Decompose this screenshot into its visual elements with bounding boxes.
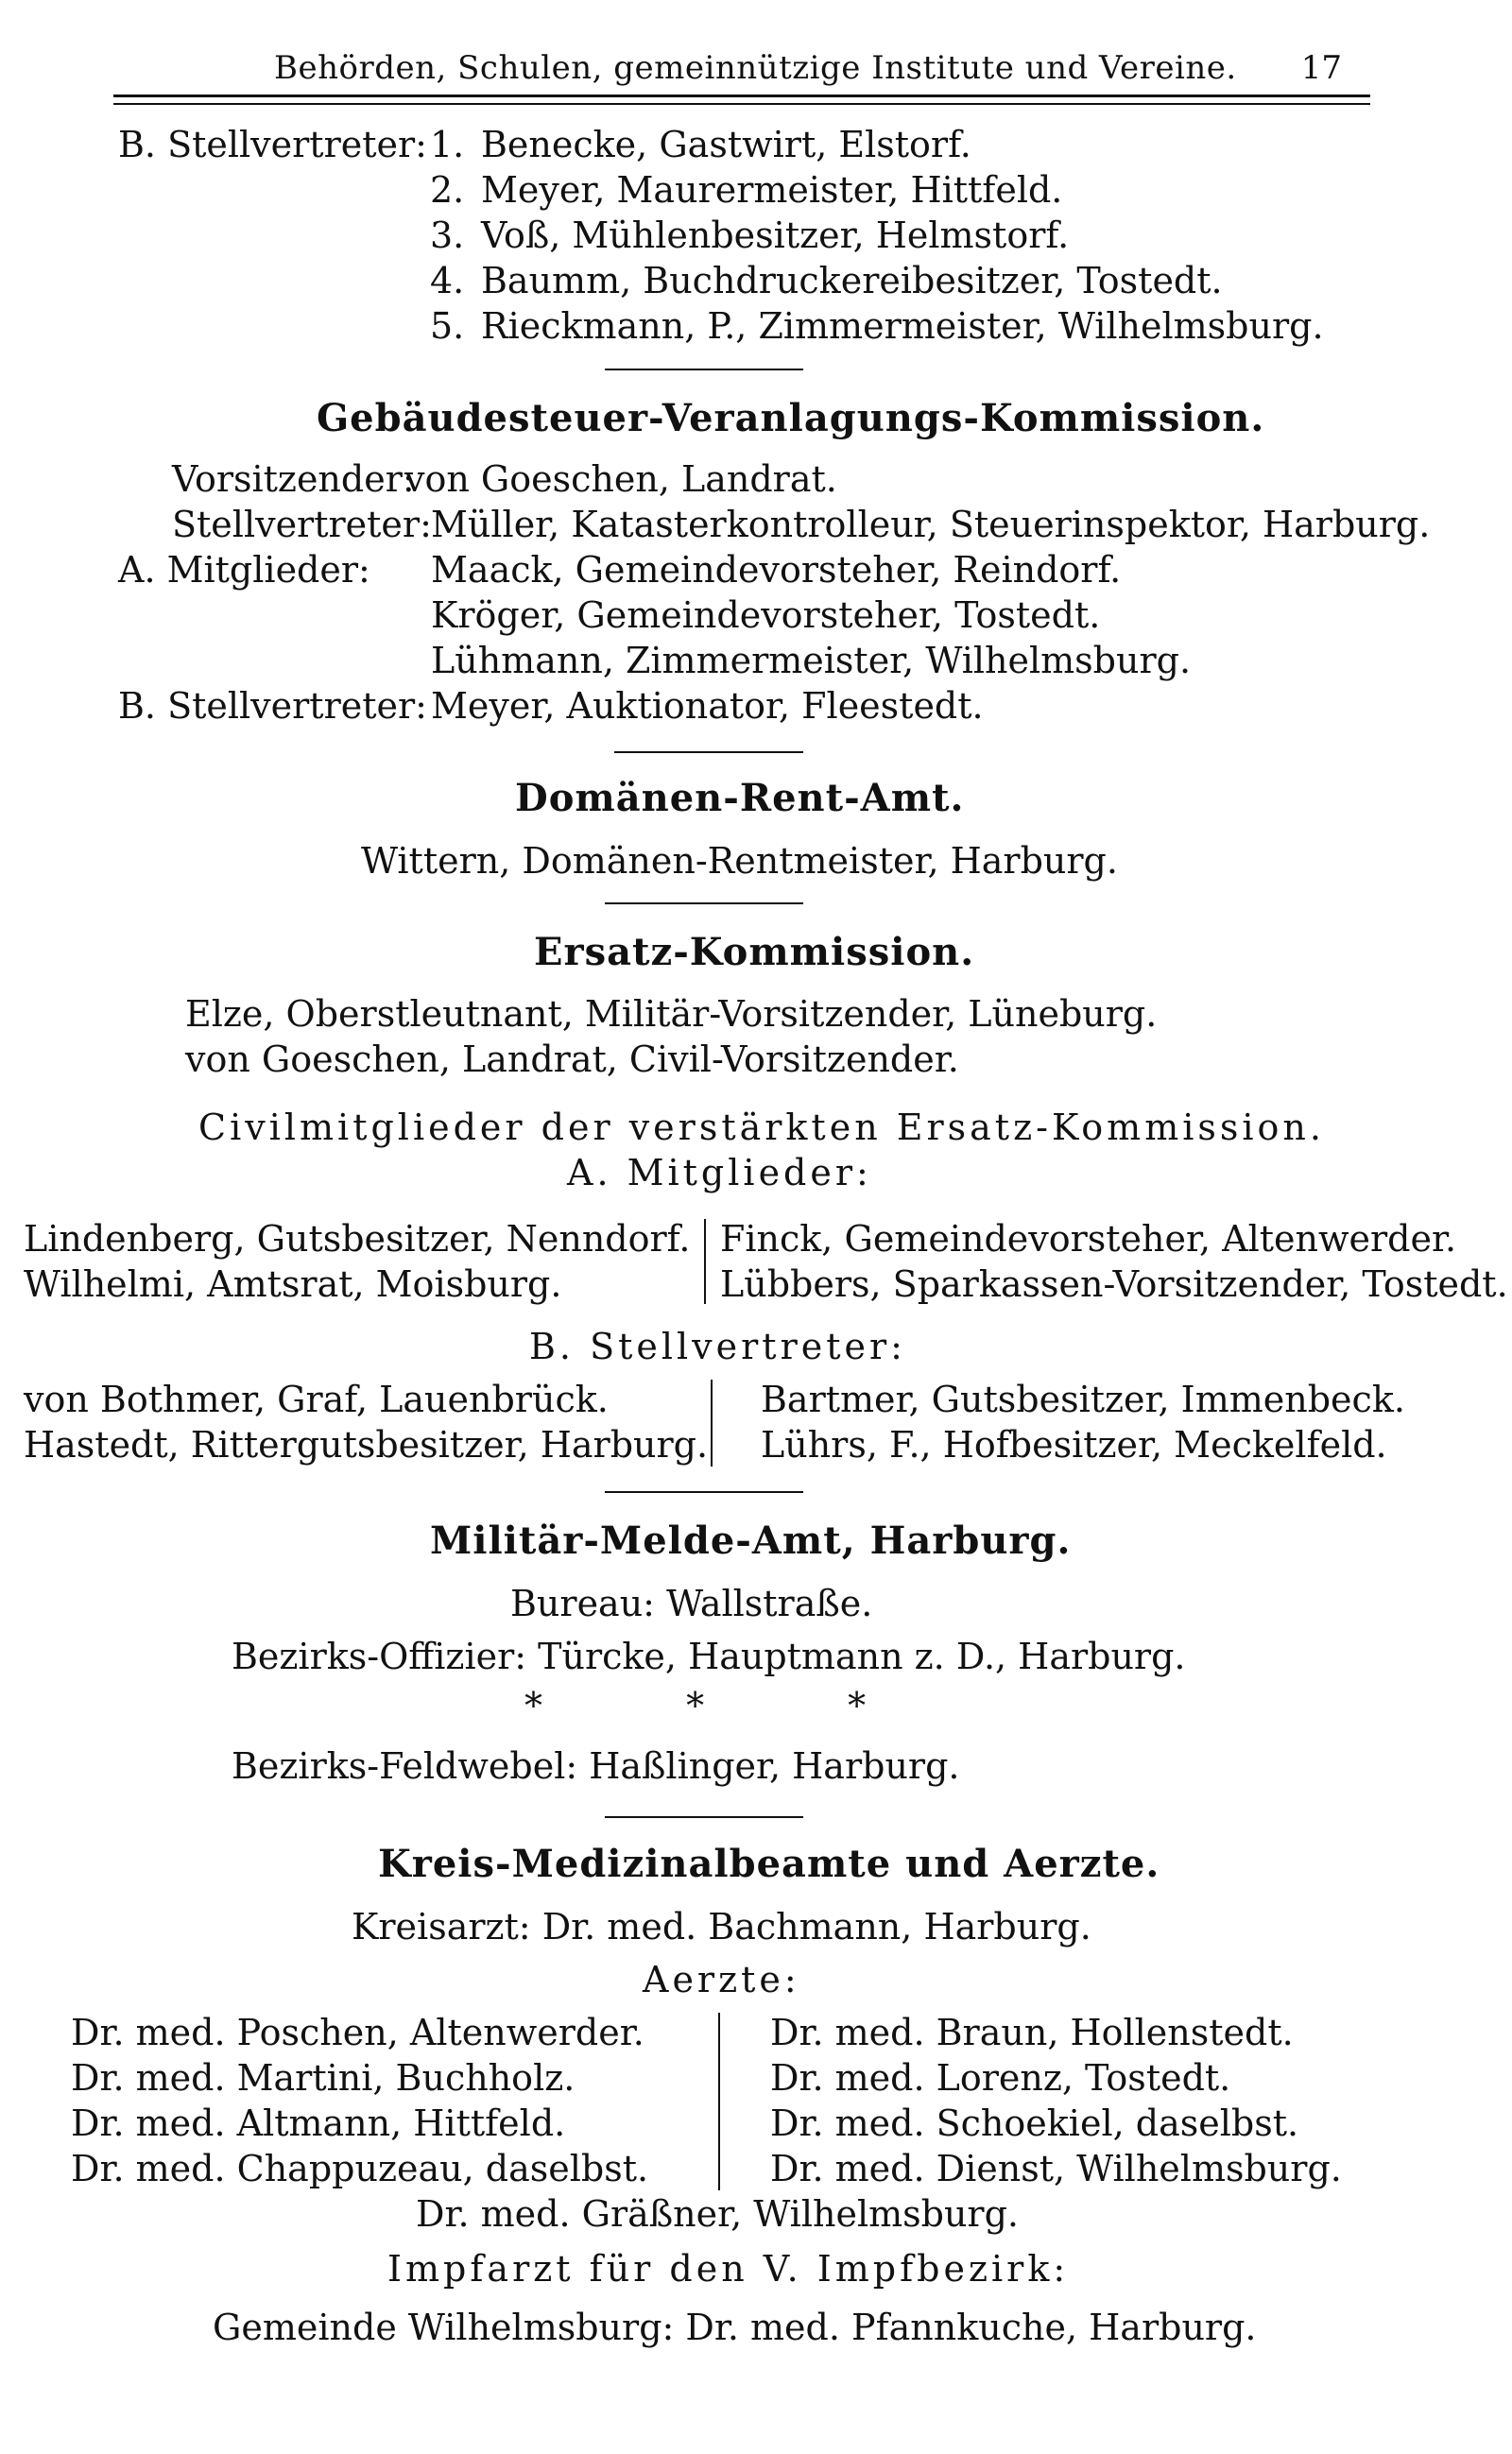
table-cell: Finck, Gemeindevorsteher, Altenwerder. bbox=[720, 1218, 1457, 1260]
column-divider bbox=[711, 1380, 713, 1467]
bureau-line: Bureau: Wallstraße. bbox=[510, 1583, 873, 1624]
b-stellvertreter-value: Meyer, Auktionator, Fleestedt. bbox=[431, 685, 984, 727]
column-divider bbox=[718, 2013, 720, 2190]
page-number: 17 bbox=[1300, 49, 1342, 87]
table-cell: Dr. med. Braun, Hollenstedt. bbox=[770, 2012, 1294, 2053]
list-item: Lühmann, Zimmermeister, Wilhelmsburg. bbox=[431, 640, 1192, 681]
extra-arzt: Dr. med. Gräßner, Wilhelmsburg. bbox=[416, 2193, 1020, 2235]
stellvertreter-b-label: B. Stellvertreter: bbox=[118, 124, 427, 165]
table-cell: Lübbers, Sparkassen-Vorsitzender, Tostedt. bbox=[720, 1263, 1508, 1305]
running-head-title: Behörden, Schulen, gemeinnützige Institute und Vereine. bbox=[274, 49, 1237, 87]
domaenen-text: Wittern, Domänen-Rentmeister, Harburg. bbox=[361, 840, 1118, 882]
header-rule bbox=[113, 94, 1370, 105]
ersatz-line1: Elze, Oberstleutnant, Militär-Vorsitzender, Lüneburg. bbox=[185, 993, 1158, 1035]
table-cell: Dr. med. Dienst, Wilhelmsburg. bbox=[770, 2148, 1342, 2189]
civil-heading: Civilmitglieder der verstärkten Ersatz-Kommission. bbox=[198, 1107, 1325, 1148]
b-stellvertreter-label: B. Stellvertreter: bbox=[118, 685, 427, 727]
vorsitzender-value: von Goeschen, Landrat. bbox=[404, 458, 837, 500]
table-cell: Dr. med. Martini, Buchholz. bbox=[71, 2057, 576, 2099]
table-cell: Dr. med. Schoekiel, daselbst. bbox=[770, 2102, 1299, 2144]
list-item: 2. Meyer, Maurermeister, Hittfeld. bbox=[430, 169, 1063, 211]
heading-medizinal: Kreis-Medizinalbeamte und Aerzte. bbox=[378, 1842, 1160, 1886]
a-mitglieder-heading: A. Mitglieder: bbox=[567, 1152, 872, 1193]
mitglieder-label: A. Mitglieder: bbox=[118, 549, 370, 591]
column-divider bbox=[704, 1219, 706, 1304]
table-cell: von Bothmer, Graf, Lauenbrück. bbox=[24, 1379, 609, 1420]
impf-text: Gemeinde Wilhelmsburg: Dr. med. Pfannkuche, Harburg. bbox=[213, 2307, 1257, 2348]
list-item: Kröger, Gemeindevorsteher, Tostedt. bbox=[431, 594, 1101, 636]
ersatz-line2: von Goeschen, Landrat, Civil-Vorsitzender. bbox=[185, 1038, 959, 1080]
table-cell: Dr. med. Altmann, Hittfeld. bbox=[71, 2102, 566, 2144]
table-cell: Dr. med. Chappuzeau, daselbst. bbox=[71, 2148, 649, 2189]
stellvertreter-label: Stellvertreter: bbox=[172, 504, 432, 545]
heading-militaer: Militär-Melde-Amt, Harburg. bbox=[430, 1519, 1072, 1563]
table-cell: Dr. med. Lorenz, Tostedt. bbox=[770, 2057, 1231, 2099]
section-divider bbox=[605, 1816, 803, 1818]
section-divider bbox=[605, 1491, 803, 1493]
table-cell: Dr. med. Poschen, Altenwerder. bbox=[71, 2012, 644, 2053]
heading-domaenen: Domänen-Rent-Amt. bbox=[515, 776, 965, 820]
table-cell: Wilhelmi, Amtsrat, Moisburg. bbox=[24, 1263, 562, 1305]
table-cell: Lührs, F., Hofbesitzer, Meckelfeld. bbox=[761, 1424, 1387, 1466]
stars-separator: * * * bbox=[524, 1685, 867, 1726]
list-item: 1. Benecke, Gastwirt, Elstorf. bbox=[430, 124, 971, 165]
stellvertreter-value: Müller, Katasterkontrolleur, Steuerinspektor, Harburg. bbox=[431, 504, 1431, 545]
aerzte-heading: Aerzte: bbox=[643, 1959, 800, 2000]
heading-ersatz: Ersatz-Kommission. bbox=[534, 930, 975, 974]
running-head bbox=[113, 49, 1342, 96]
section-divider bbox=[605, 369, 803, 370]
bezirks-offizier: Bezirks-Offizier: Türcke, Hauptmann z. D., Harburg. bbox=[232, 1636, 1186, 1677]
bezirks-feldwebel: Bezirks-Feldwebel: Haßlinger, Harburg. bbox=[232, 1745, 960, 1787]
section-divider bbox=[614, 751, 803, 753]
table-cell: Hastedt, Rittergutsbesitzer, Harburg. bbox=[24, 1424, 709, 1466]
table-cell: Lindenberg, Gutsbesitzer, Nenndorf. bbox=[24, 1218, 691, 1260]
vorsitzender-label: Vorsitzender: bbox=[172, 458, 415, 500]
list-item: 3. Voß, Mühlenbesitzer, Helmstorf. bbox=[430, 215, 1070, 256]
heading-gebaeudesteuer: Gebäudesteuer-Veranlagungs-Kommission. bbox=[317, 396, 1265, 440]
section-divider bbox=[605, 902, 803, 904]
impf-heading: Impfarzt für den V. Impfbezirk: bbox=[387, 2248, 1070, 2290]
table-cell: Bartmer, Gutsbesitzer, Immenbeck. bbox=[761, 1379, 1405, 1420]
list-item: 4. Baumm, Buchdruckereibesitzer, Tostedt. bbox=[430, 260, 1223, 301]
list-item: 5. Rieckmann, P., Zimmermeister, Wilhelmsburg. bbox=[430, 305, 1324, 347]
list-item: Maack, Gemeindevorsteher, Reindorf. bbox=[431, 549, 1122, 591]
kreisarzt: Kreisarzt: Dr. med. Bachmann, Harburg. bbox=[352, 1906, 1091, 1948]
b-stellvertreter-heading: B. Stellvertreter: bbox=[529, 1326, 906, 1367]
